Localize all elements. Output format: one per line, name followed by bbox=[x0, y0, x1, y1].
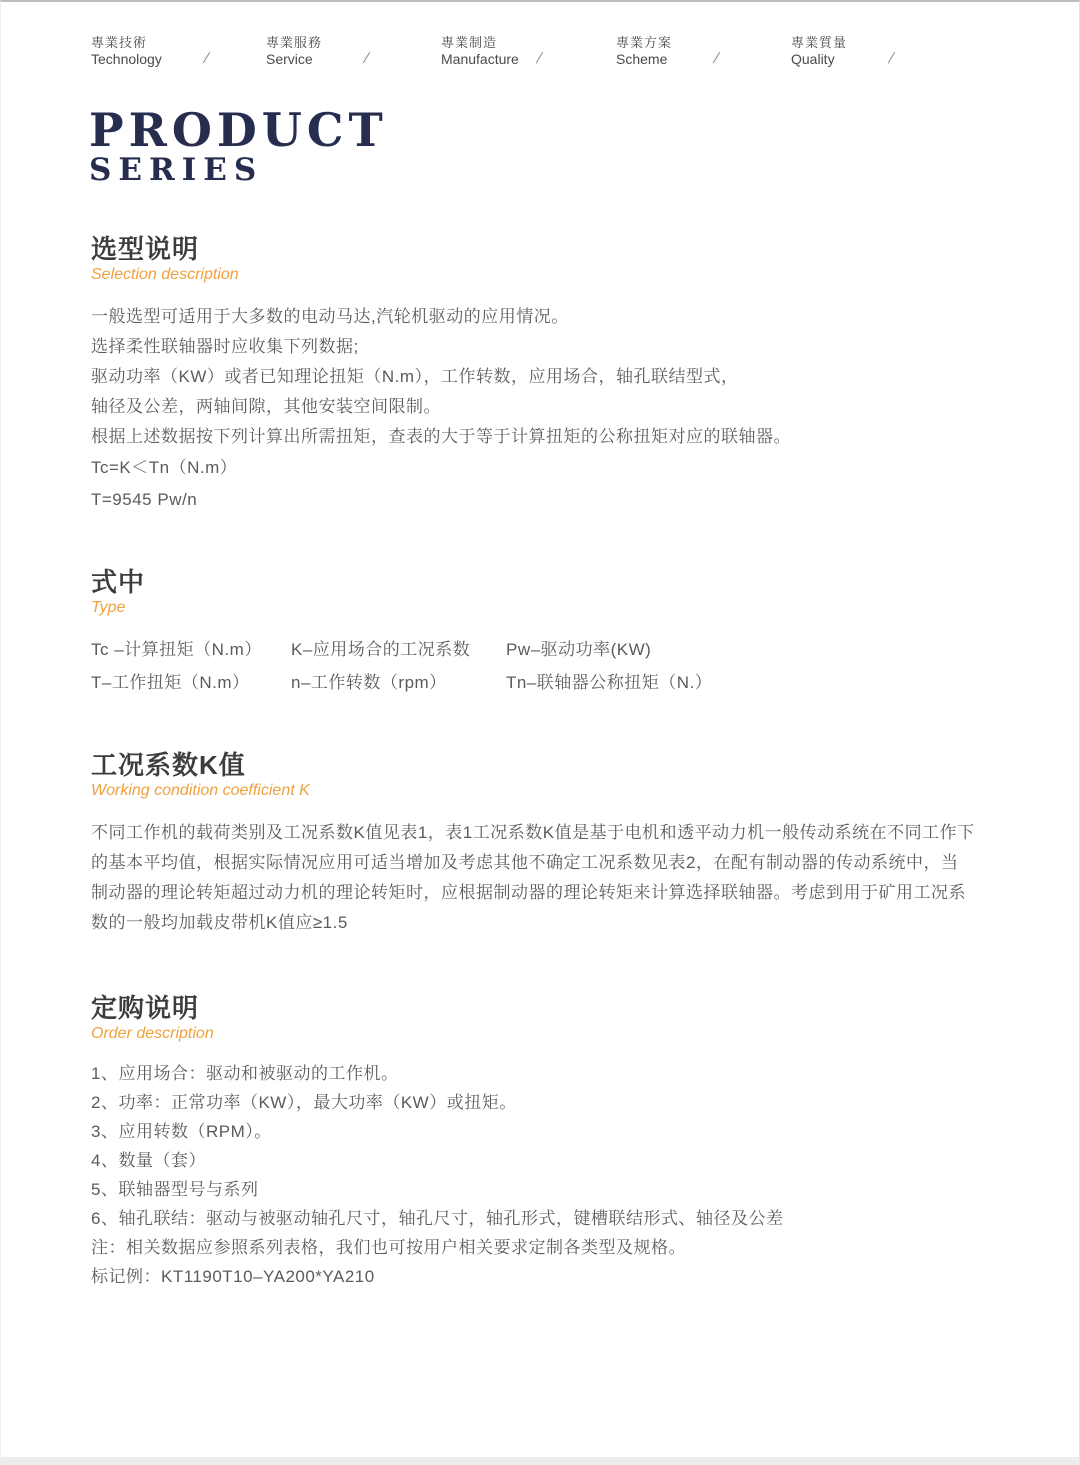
variable-definitions-table bbox=[91, 633, 1079, 699]
order-item: 6、轴孔联结：驱动与被驱动轴孔尺寸，轴孔尺寸，轴孔形式，键槽联结形式、轴径及公差 bbox=[91, 1208, 784, 1228]
paragraph-line: 制动器的理论转矩超过动力机的理论转矩时，应根据制动器的理论转矩来计算选择联轴器。考虑到用于矿用工况系 bbox=[91, 882, 966, 902]
section-title-zh: 选型说明 bbox=[91, 233, 200, 264]
section-title-zh: 工况系数K值 bbox=[91, 749, 246, 780]
var-cell: Tc –计算扭矩（N.m） bbox=[91, 639, 262, 659]
paragraph-line: 选择柔性联轴器时应收集下列数据; bbox=[91, 336, 359, 356]
order-item: 1、应用场合：驱动和被驱动的工作机。 bbox=[91, 1063, 399, 1083]
slash-separator: / bbox=[535, 50, 543, 68]
var-cell: Tn–联轴器公称扭矩（N.） bbox=[506, 672, 713, 692]
order-item: 3、应用转数（RPM）。 bbox=[91, 1121, 272, 1141]
order-item: 4、数量（套） bbox=[91, 1150, 206, 1170]
header-zh-label: 專業服務 bbox=[266, 35, 323, 50]
paragraph-line: 根据上述数据按下列计算出所需扭矩，查表的大于等于计算扭矩的公称扭矩对应的联轴器。 bbox=[91, 426, 791, 446]
paragraph-line: 数的一般均加载皮带机K值应≥1.5 bbox=[91, 912, 348, 932]
header-item-technology bbox=[91, 36, 266, 67]
section-order-heading bbox=[91, 994, 1079, 1043]
header-item-service bbox=[266, 36, 441, 67]
paragraph-line: 轴径及公差，两轴间隙，其他安装空间限制。 bbox=[91, 396, 441, 416]
slash-separator: / bbox=[887, 50, 895, 68]
header-zh-label: 專業技術 bbox=[91, 35, 148, 50]
section-title-en: Selection description bbox=[91, 265, 239, 283]
var-cell: T–工作扭矩（N.m） bbox=[91, 672, 250, 692]
paragraph-line: 的基本平均值，根据实际情况应用可适当增加及考虑其他不确定工况系数见表2，在配有制动器的传动系统中，当 bbox=[91, 852, 959, 872]
header-zh-label: 專業質量 bbox=[791, 35, 848, 50]
formula-t: T=9545 Pw/n bbox=[91, 489, 198, 509]
header-labels bbox=[91, 36, 162, 67]
header-zh-label: 專業方案 bbox=[616, 35, 673, 50]
page-title bbox=[89, 103, 1079, 189]
header-en-label: Service bbox=[266, 50, 313, 67]
slash-separator: / bbox=[362, 50, 370, 68]
header-labels bbox=[616, 36, 672, 67]
paragraph-line: 一般选型可适用于大多数的电动马达,汽轮机驱动的应用情况。 bbox=[91, 306, 569, 326]
section-selection-heading bbox=[91, 235, 1079, 284]
formula-tc: Tc=K＜Tn（N.m） bbox=[91, 457, 238, 477]
header-item-scheme bbox=[616, 36, 791, 67]
header-en-label: Technology bbox=[91, 50, 162, 67]
section-title-zh: 式中 bbox=[91, 566, 146, 597]
header-zh-label: 專業制造 bbox=[441, 35, 498, 50]
header-en-label: Scheme bbox=[616, 50, 668, 67]
section-selection-body bbox=[91, 302, 1019, 516]
section-coefficient-heading bbox=[91, 751, 1079, 800]
header-labels bbox=[441, 36, 519, 67]
section-title-en: Order description bbox=[91, 1024, 214, 1042]
header-en-label: Quality bbox=[791, 50, 835, 67]
header-en-label: Manufacture bbox=[441, 50, 519, 67]
order-item: 2、功率：正常功率（KW），最大功率（KW）或扭矩。 bbox=[91, 1092, 517, 1112]
order-item: 5、联轴器型号与系列 bbox=[91, 1179, 259, 1199]
header-labels bbox=[266, 36, 322, 67]
paragraph-line: 不同工作机的载荷类别及工况系数K值见表1，表1工况系数K值是基于电机和透平动力机一般传动系统在不同工作下 bbox=[91, 822, 975, 842]
page-title-line1: PRODUCT bbox=[89, 103, 388, 158]
var-cell: n–工作转数（rpm） bbox=[291, 672, 447, 692]
section-title-en: Working condition coefficient K bbox=[91, 781, 310, 799]
section-order-body bbox=[91, 1059, 1019, 1291]
header-item-manufacture bbox=[441, 36, 616, 67]
section-title-zh: 定购说明 bbox=[91, 992, 200, 1023]
section-coefficient-body bbox=[91, 818, 1019, 938]
section-type-heading bbox=[91, 568, 1079, 617]
header-item-quality bbox=[791, 36, 966, 67]
order-example: 标记例：KT1190T10–YA200*YA210 bbox=[91, 1266, 375, 1286]
paragraph-line: 驱动功率（KW）或者已知理论扭矩（N.m），工作转数，应用场合，轴孔联结型式， bbox=[91, 366, 739, 386]
slash-separator: / bbox=[202, 50, 210, 68]
var-cell: Pw–驱动功率(KW) bbox=[506, 639, 652, 659]
order-note: 注：相关数据应参照系列表格，我们也可按用户相关要求定制各类型及规格。 bbox=[91, 1237, 686, 1257]
var-cell: K–应用场合的工况系数 bbox=[291, 639, 471, 659]
header-labels bbox=[791, 36, 847, 67]
section-title-en: Type bbox=[91, 598, 126, 616]
header-strip bbox=[91, 36, 1079, 67]
page-title-line2: SERIES bbox=[89, 152, 264, 189]
slash-separator: / bbox=[712, 50, 720, 68]
